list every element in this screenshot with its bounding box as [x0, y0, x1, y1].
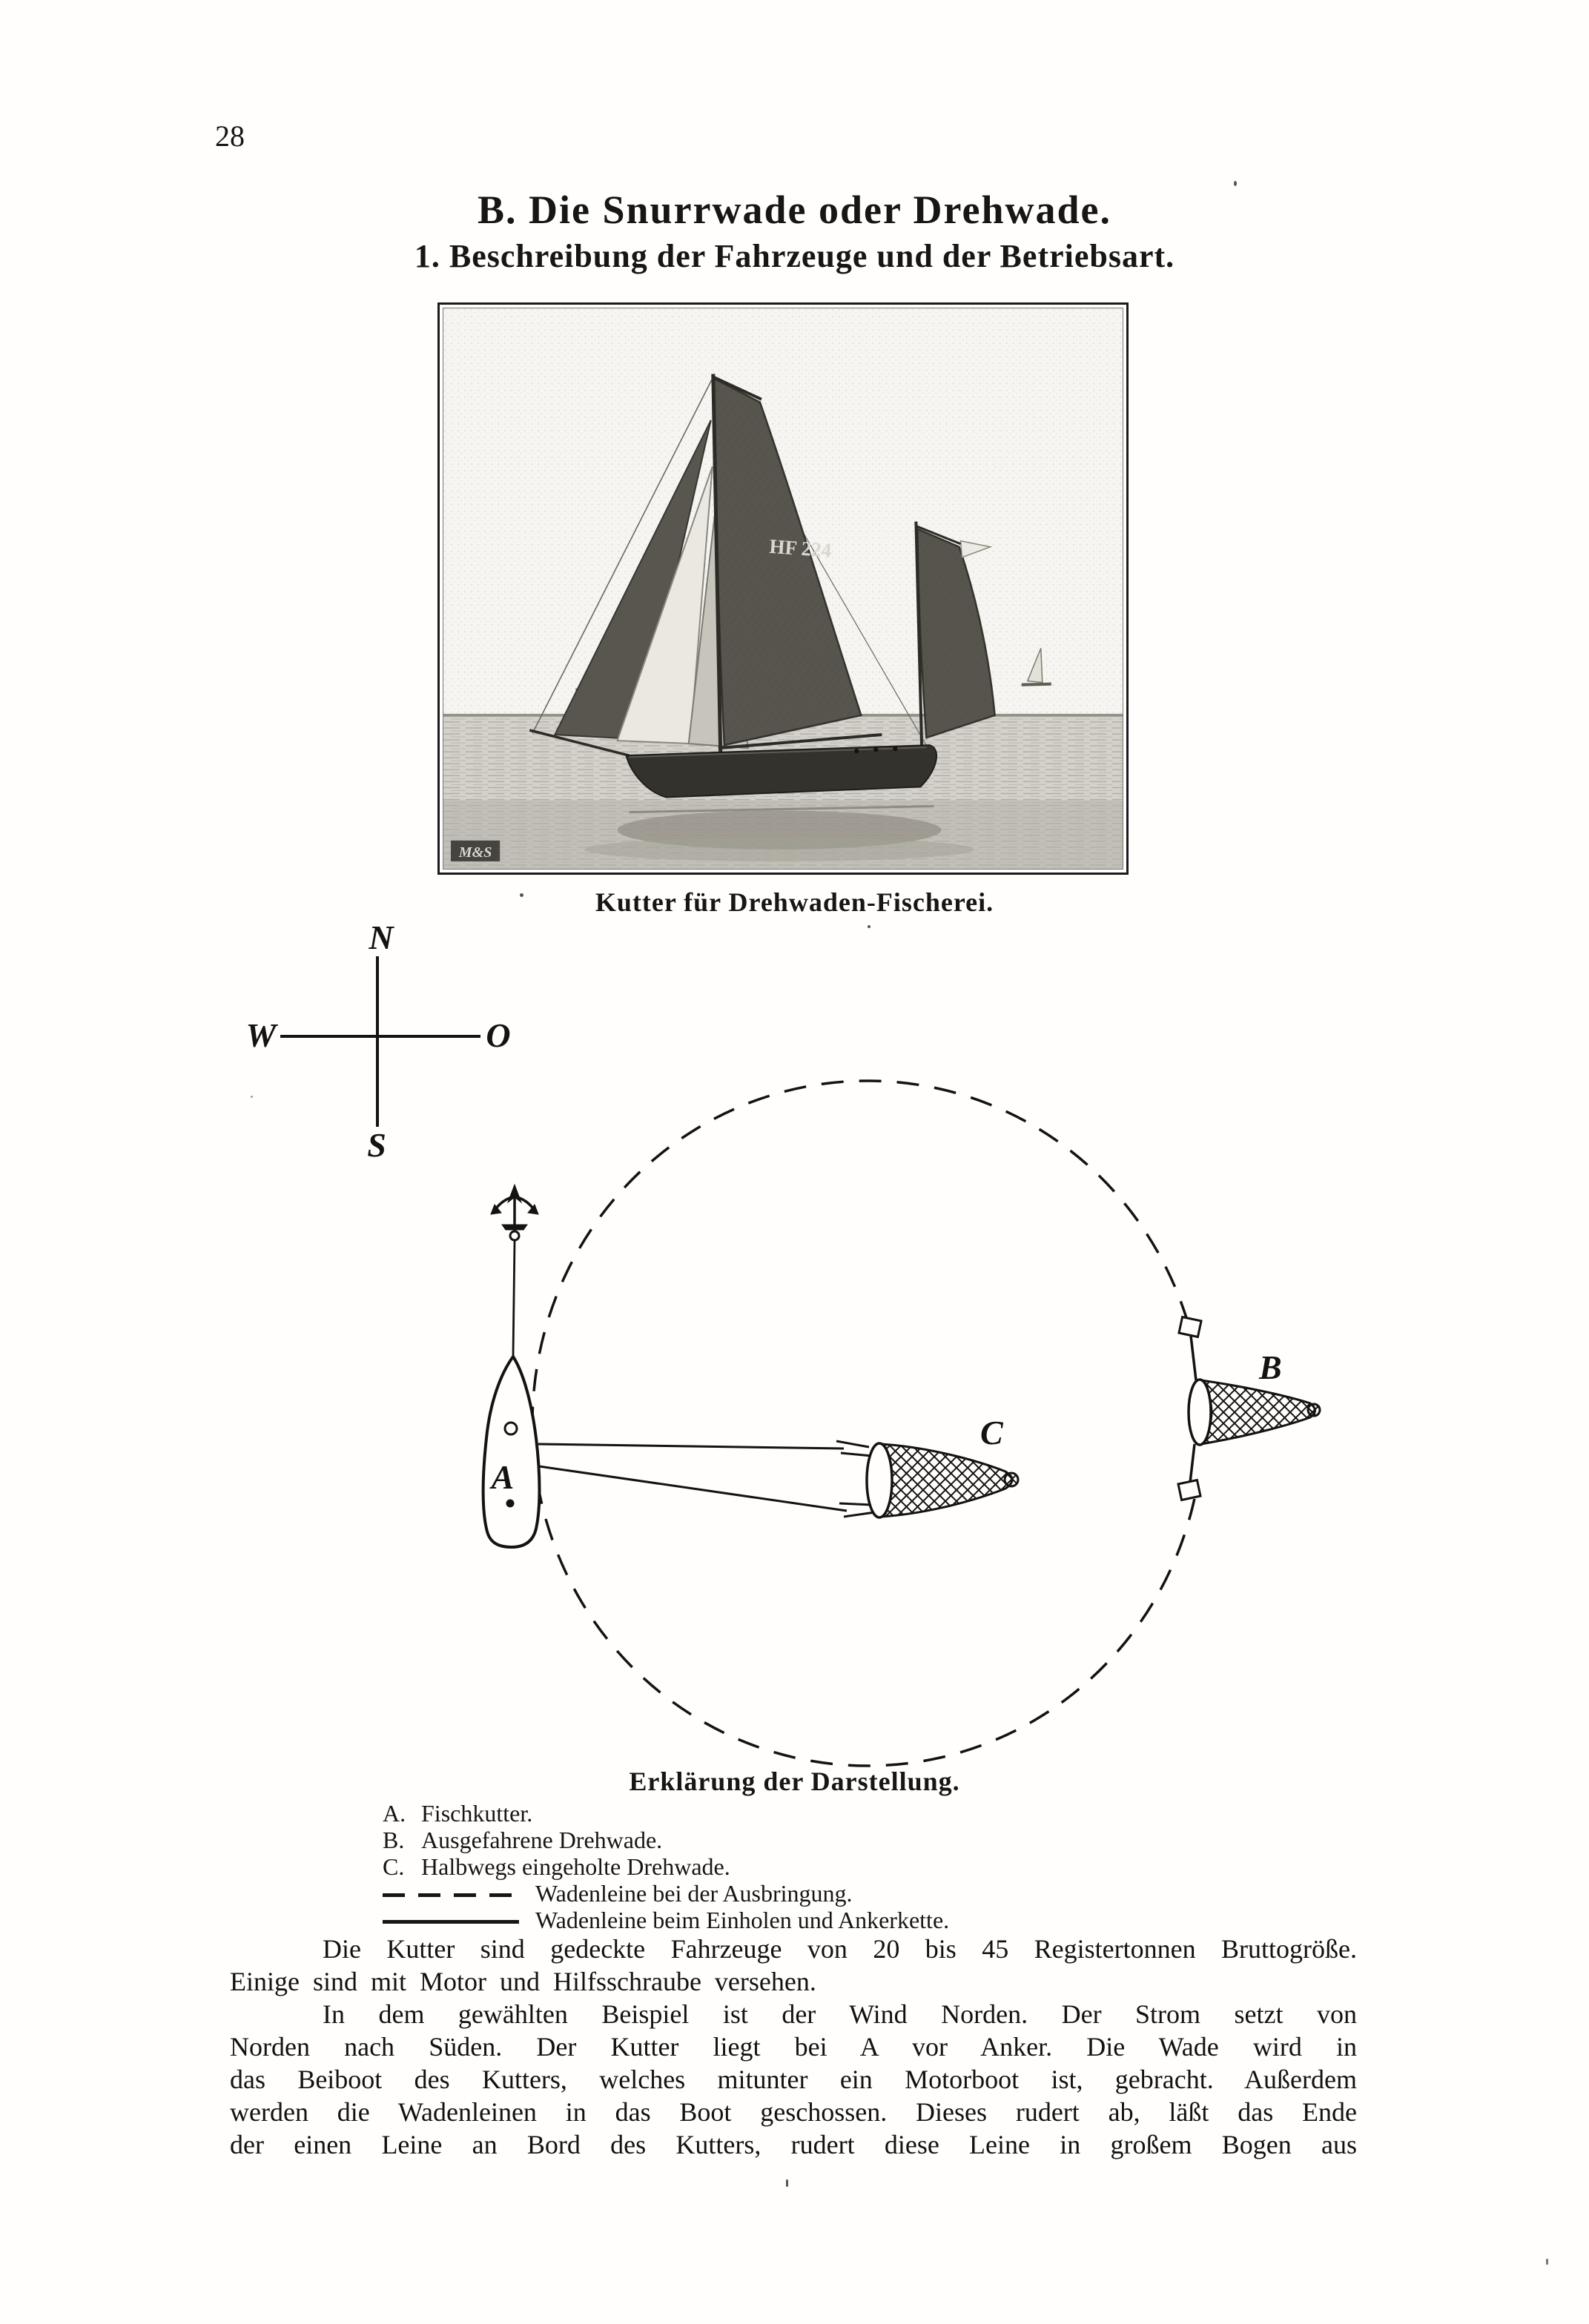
solid-line-sample: [383, 1920, 519, 1924]
page-number: 28: [215, 119, 245, 153]
cutter-engraving: [443, 308, 1123, 869]
photo-caption: Kutter für Drehwaden-Fischerei.: [595, 887, 994, 917]
legend-text-c: Halbwegs eingeholte Drehwade.: [421, 1853, 730, 1880]
body-line-3: In dem gewählten Beispiel ist der Wind Norden. Der Strom setzt von: [323, 1999, 1357, 2029]
seine-operation-diagram: [185, 912, 1446, 1779]
compass-west-label: W: [245, 1016, 277, 1054]
compass-south-label: S: [367, 1126, 386, 1164]
scan-speck: [520, 893, 523, 897]
body-line-6: werden die Wadenleinen in das Boot geschossen. Dieses rudert ab, läßt das Ende: [230, 2097, 1357, 2127]
net-b-label: B: [1259, 1348, 1282, 1386]
sail-registration-text: HF 224: [768, 534, 833, 562]
legend-item-b: [383, 1827, 662, 1853]
legend-text-a: Fischkutter.: [421, 1800, 533, 1827]
net-c-label: C: [980, 1414, 1003, 1451]
scan-speck: [1546, 2259, 1548, 2265]
body-line-1: Die Kutter sind gedeckte Fahrzeuge von 20 bis 45 Registertonnen Bruttogröße.: [323, 1934, 1357, 1964]
legend-key-c: C.: [383, 1853, 405, 1880]
legend-item-a: [383, 1800, 532, 1827]
dashed-line-sample: [383, 1893, 519, 1897]
net-c: [867, 1443, 1018, 1517]
body-line-7: der einen Leine an Bord des Kutters, rudert diese Leine in großem Bogen aus: [230, 2130, 1357, 2159]
body-line-4: Norden nach Süden. Der Kutter liegt bei A vor Anker. Die Wade wird in: [230, 2032, 1357, 2062]
legend-item-c: [383, 1853, 730, 1880]
haul-lines: [538, 1441, 875, 1517]
compass-north-label: N: [369, 918, 394, 956]
seine-line-circle: [532, 1081, 1203, 1766]
compass-east-label: O: [486, 1016, 511, 1054]
signature-text: M&S: [458, 844, 492, 861]
body-line-2: Einige sind mit Motor und Hilfsschraube versehen.: [230, 1967, 816, 1996]
legend-key-b: B.: [383, 1827, 405, 1853]
legend-text-solid: Wadenleine beim Einholen und Ankerkette.: [535, 1907, 950, 1933]
stern-dot-marker: [506, 1500, 515, 1508]
scan-speck: [868, 925, 871, 928]
legend-item-solid-line: [383, 1907, 949, 1933]
section-heading: B. Die Snurrwade oder Drehwade.: [478, 188, 1111, 232]
scan-speck: [786, 2179, 788, 2187]
legend-text-dashed: Wadenleine bei der Ausbringung.: [535, 1880, 853, 1907]
engraver-signature: [451, 841, 500, 861]
body-line-5: das Beiboot des Kutters, welches mitunter ein Motorboot ist, gebracht. Außerdem: [230, 2065, 1357, 2094]
subsection-heading: 1. Beschreibung der Fahrzeuge und der Betriebsart.: [414, 238, 1175, 274]
anchor-chain-line: [513, 1241, 515, 1357]
cutter-photo-frame: [437, 302, 1129, 875]
anchor-icon: [491, 1185, 538, 1240]
scan-speck: [251, 1096, 253, 1098]
legend-title: Erklärung der Darstellung.: [629, 1767, 960, 1796]
legend-text-b: Ausgefahrene Drehwade.: [421, 1827, 663, 1853]
scan-speck: [1234, 181, 1237, 186]
legend-key-a: A.: [383, 1800, 406, 1827]
compass-rose: [280, 956, 480, 1127]
fishkutter-a: [483, 1357, 540, 1547]
cutter-a-label: A: [491, 1458, 515, 1496]
legend-item-dashed-line: [383, 1880, 853, 1907]
